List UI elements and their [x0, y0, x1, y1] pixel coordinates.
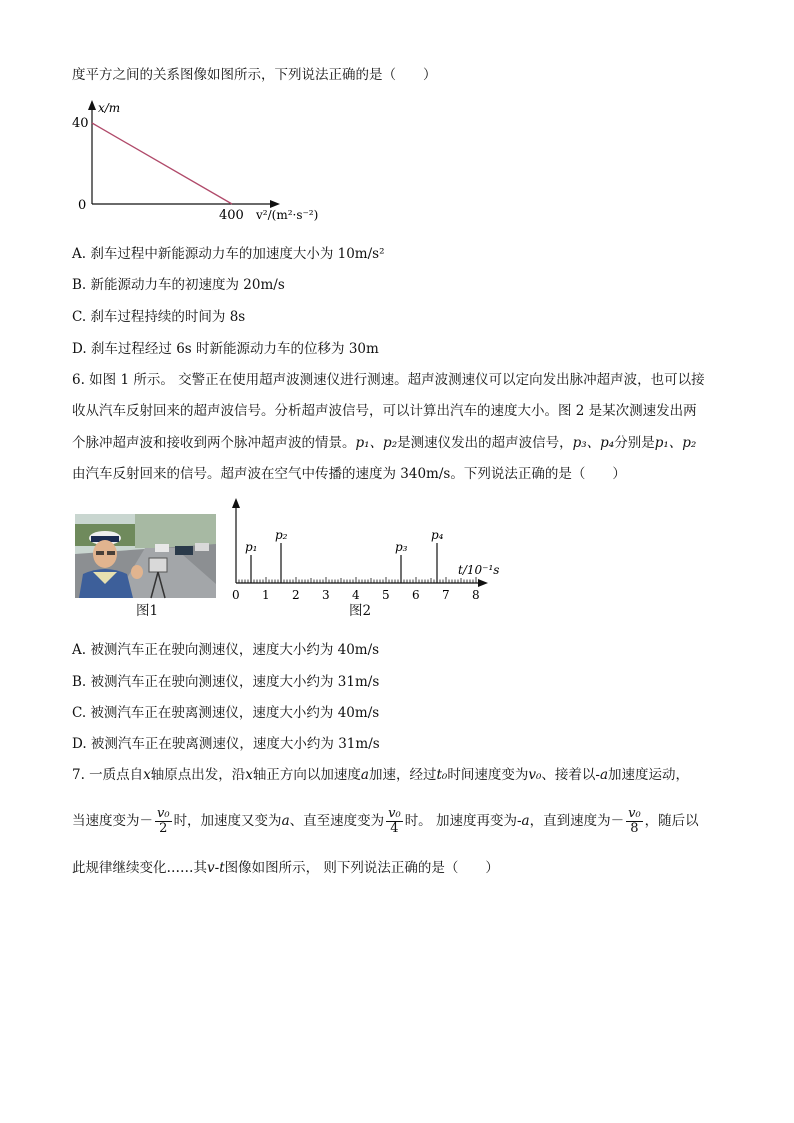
y-tick-40: 40 [72, 116, 89, 131]
q7-text-13: ，随后以 [644, 813, 699, 829]
q7-x: x [143, 767, 151, 783]
pulse-label-p1: p₁ [245, 540, 258, 554]
fig2-tick-label: 7 [442, 588, 450, 602]
q6-p1p2: p₁、p₂ [355, 435, 398, 451]
q6-line3-part-a: 个脉冲超声波和接收到两个脉冲超声波的情景。 [72, 435, 356, 451]
pulse-label-p4: p₄ [431, 528, 444, 542]
pulse-label-p2: p₂ [275, 528, 288, 542]
q7-text-9: 时，加速度又变为 [173, 813, 282, 829]
q7-text-11: 时。 加速度再变为- [404, 813, 522, 829]
q7-text-2: 轴原点出发，沿 [150, 767, 246, 783]
fig2-pulses [245, 528, 444, 583]
q6-line3-part-c: 分别是 [614, 435, 655, 451]
q6-line3-part-b: 是测速仪发出的超声波信号， [397, 435, 573, 451]
q7-a: a [360, 767, 369, 783]
x-vs-v2-graph [60, 98, 340, 228]
origin-label: 0 [78, 198, 87, 213]
fig2-t-axis-arrow [478, 579, 488, 587]
option-6c[interactable]: C. 被测汽车正在驶离测速仪，速度大小约为 40m/s [72, 705, 380, 721]
q7-text-6: 、接着以- [541, 767, 600, 783]
fig2-tick-labels [232, 588, 480, 602]
q7-text-1: 7. 一质点自 [72, 767, 144, 783]
figure-2-caption: 图2 [349, 603, 372, 619]
fig2-y-axis-arrow [232, 498, 240, 508]
option-6b[interactable]: B. 被测汽车正在驶向测速仪，速度大小约为 31m/s [72, 674, 380, 690]
q7-v0: v₀ [528, 767, 542, 783]
q7-text-14: 此规律继续变化……其 [72, 860, 207, 876]
question-6-line-4: 由汽车反射回来的信号。超声波在空气中传播的速度为 340m/s。下列说法正确的是（ ） [72, 466, 626, 482]
q7-text-10: 、直至速度变为 [289, 813, 385, 829]
fig2-tick-label: 3 [322, 588, 330, 602]
pulse-label-p3: p₃ [395, 540, 408, 554]
y-axis-arrow [88, 100, 96, 110]
option-6d[interactable]: D. 被测汽车正在驶离测速仪，速度大小约为 31m/s [72, 736, 380, 752]
question-7-line-2 [72, 806, 699, 836]
pulse-timeline-figure [222, 496, 500, 606]
data-line [92, 123, 232, 204]
question-6-line-1: 6. 如图 1 所示。 交警正在使用超声波测速仪进行测速。超声波测速仪可以定向发出脉冲超声波，也可以接 [72, 372, 705, 388]
q7-vt: v-t [207, 860, 225, 876]
figure-1-caption: 图1 [136, 603, 159, 619]
option-5d[interactable]: D. 刹车过程经过 6s 时新能源动力车的位移为 30m [72, 341, 379, 357]
q6-p3p4: p₃、p₄ [572, 435, 615, 451]
q7-a-4: a [521, 813, 530, 829]
fraction-v0-over-8: $\frac{\text{v₀}}{8}$ [628, 806, 641, 836]
fig2-tick-label: 0 [232, 588, 240, 602]
fig2-minor-ticks [236, 577, 476, 583]
q7-text-7: 加速度运动， [608, 767, 689, 783]
option-6a[interactable]: A. 被测汽车正在驶向测速仪，速度大小约为 40m/s [72, 642, 380, 658]
fig2-tick-label: 8 [472, 588, 480, 602]
q7-text-12: ，直到速度为－ [529, 813, 625, 829]
option-5c[interactable]: C. 刹车过程持续的时间为 8s [72, 309, 246, 325]
q6-p1p2-again: p₁、p₂ [654, 435, 697, 451]
fig2-tick-label: 6 [412, 588, 420, 602]
question-6-line-2: 收从汽车反射回来的超声波信号。分析超声波信号，可以计算出汽车的速度大小。图 2 是某次测速发出两 [72, 403, 697, 419]
fig2-tick-label: 4 [352, 588, 360, 602]
question-7-line-1 [72, 766, 689, 784]
q7-text-5: 时间速度变为 [447, 767, 529, 783]
x-tick-400: 400 [219, 208, 244, 223]
q7-text-8: 当速度变为－ [72, 813, 153, 829]
option-5b[interactable]: B. 新能源动力车的初速度为 20m/s [72, 277, 285, 293]
question-5-stem: 度平方之间的关系图像如图所示，下列说法正确的是（ ） [72, 67, 437, 83]
fraction-v0-over-2: $\frac{\text{v₀}}{2}$ [157, 806, 170, 836]
fig2-tick-label: 1 [262, 588, 270, 602]
x-axis-label: v²/(m²·s⁻²) [256, 208, 319, 222]
q7-text-15: 图像如图所示， 则下列说法正确的是（ ） [224, 860, 499, 876]
option-5a[interactable]: A. 刹车过程中新能源动力车的加速度大小为 10m/s² [72, 246, 385, 262]
question-7-line-3 [72, 859, 499, 877]
q7-a-3: a [281, 813, 290, 829]
q7-text-4: 加速，经过 [368, 767, 437, 783]
question-6-line-3 [72, 434, 696, 452]
fig2-tick-label: 5 [382, 588, 390, 602]
fig2-tick-label: 2 [292, 588, 300, 602]
q7-a-2: a [599, 767, 608, 783]
q7-t0: t₀ [436, 767, 448, 783]
fig2-axis-label: t/10⁻¹s [458, 563, 500, 577]
q7-x-2: x [245, 767, 253, 783]
x-axis-arrow [270, 200, 280, 208]
fraction-v0-over-4: $\frac{\text{v₀}}{4}$ [388, 806, 401, 836]
traffic-officer-photo [75, 514, 216, 598]
y-axis-label: x/m [98, 101, 121, 115]
q7-text-3: 轴正方向以加速度 [252, 767, 361, 783]
